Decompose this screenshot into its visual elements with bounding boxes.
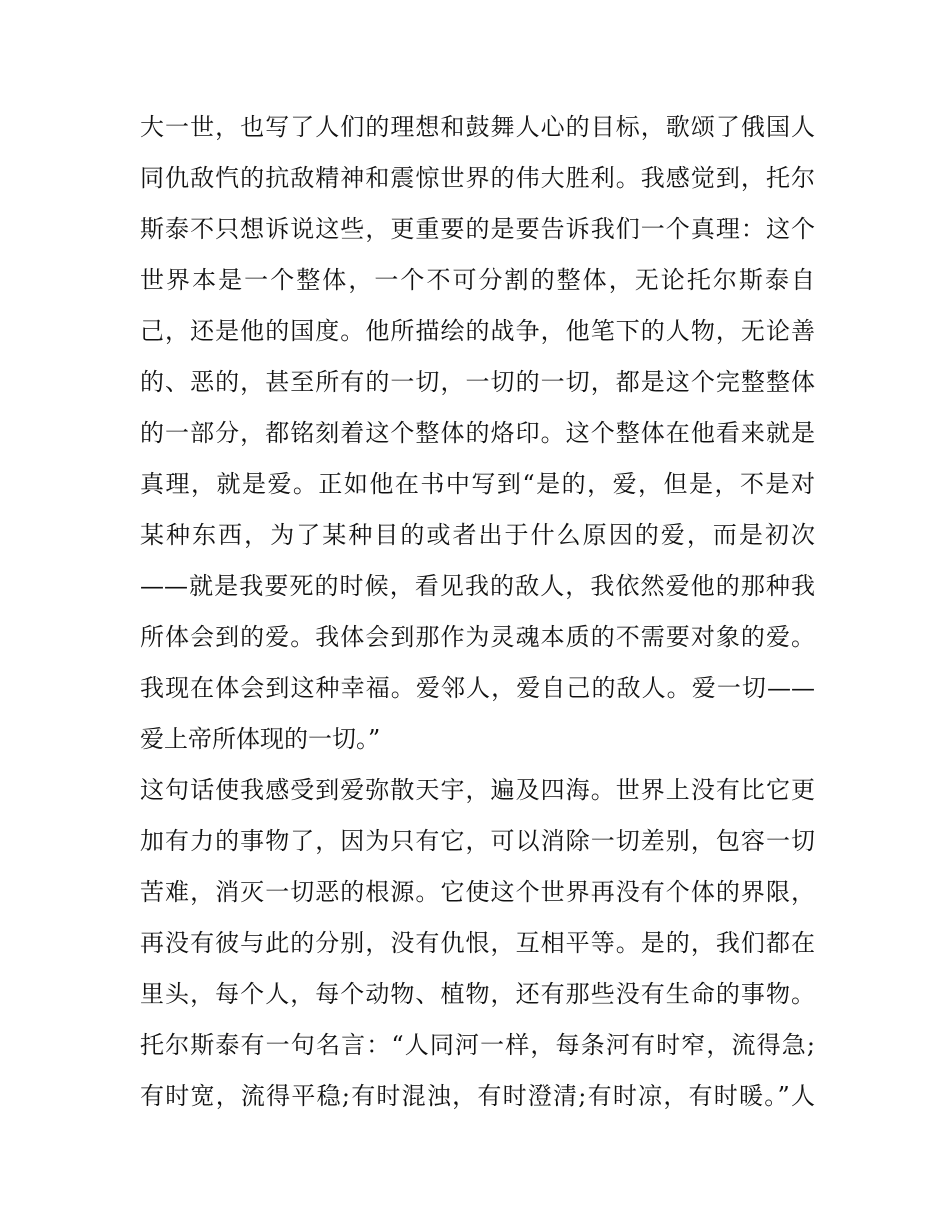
text-line: 我现在体会到这种幸福。爱邻人，爱自己的敌人。爱一切——	[140, 674, 815, 702]
text-line: 斯泰不只想诉说这些，更重要的是要告诉我们一个真理：这个	[140, 215, 815, 243]
text-line: 有时宽，流得平稳;有时混浊，有时澄清;有时凉，有时暖。”人	[140, 1082, 815, 1110]
text-line: 同仇敌忾的抗敌精神和震惊世界的伟大胜利。我感觉到，托尔	[140, 164, 815, 192]
text-line: 里头，每个人，每个动物、植物，还有那些没有生命的事物。	[140, 980, 815, 1008]
text-line: 托尔斯泰有一句名言：“人同河一样，每条河有时窄，流得急;	[140, 1031, 815, 1059]
text-line: 真理，就是爱。正如他在书中写到“是的，爱，但是，不是对	[140, 470, 815, 498]
text-line: 加有力的事物了，因为只有它，可以消除一切差别，包容一切	[140, 827, 815, 855]
text-line: 这句话使我感受到爱弥散天宇，遍及四海。世界上没有比它更	[140, 776, 815, 804]
text-line: ——就是我要死的时候，看见我的敌人，我依然爱他的那种我	[140, 572, 815, 600]
text-line: 苦难，消灭一切恶的根源。它使这个世界再没有个体的界限，	[140, 878, 815, 906]
text-line: 所体会到的爱。我体会到那作为灵魂本质的不需要对象的爱。	[140, 623, 815, 651]
text-line: 的一部分，都铭刻着这个整体的烙印。这个整体在他看来就是	[140, 419, 815, 447]
text-line: 大一世，也写了人们的理想和鼓舞人心的目标，歌颂了俄国人	[140, 113, 815, 141]
document-body	[140, 102, 815, 1122]
text-line: 再没有彼与此的分别，没有仇恨，互相平等。是的，我们都在	[140, 929, 815, 957]
text-line: 某种东西，为了某种目的或者出于什么原因的爱，而是初次	[140, 521, 815, 549]
text-line: 世界本是一个整体，一个不可分割的整体，无论托尔斯泰自	[140, 266, 815, 294]
text-line: 的、恶的，甚至所有的一切，一切的一切，都是这个完整整体	[140, 368, 815, 396]
text-line: 爱上帝所体现的一切。”	[140, 725, 381, 753]
text-line: 己，还是他的国度。他所描绘的战争，他笔下的人物，无论善	[140, 317, 815, 345]
